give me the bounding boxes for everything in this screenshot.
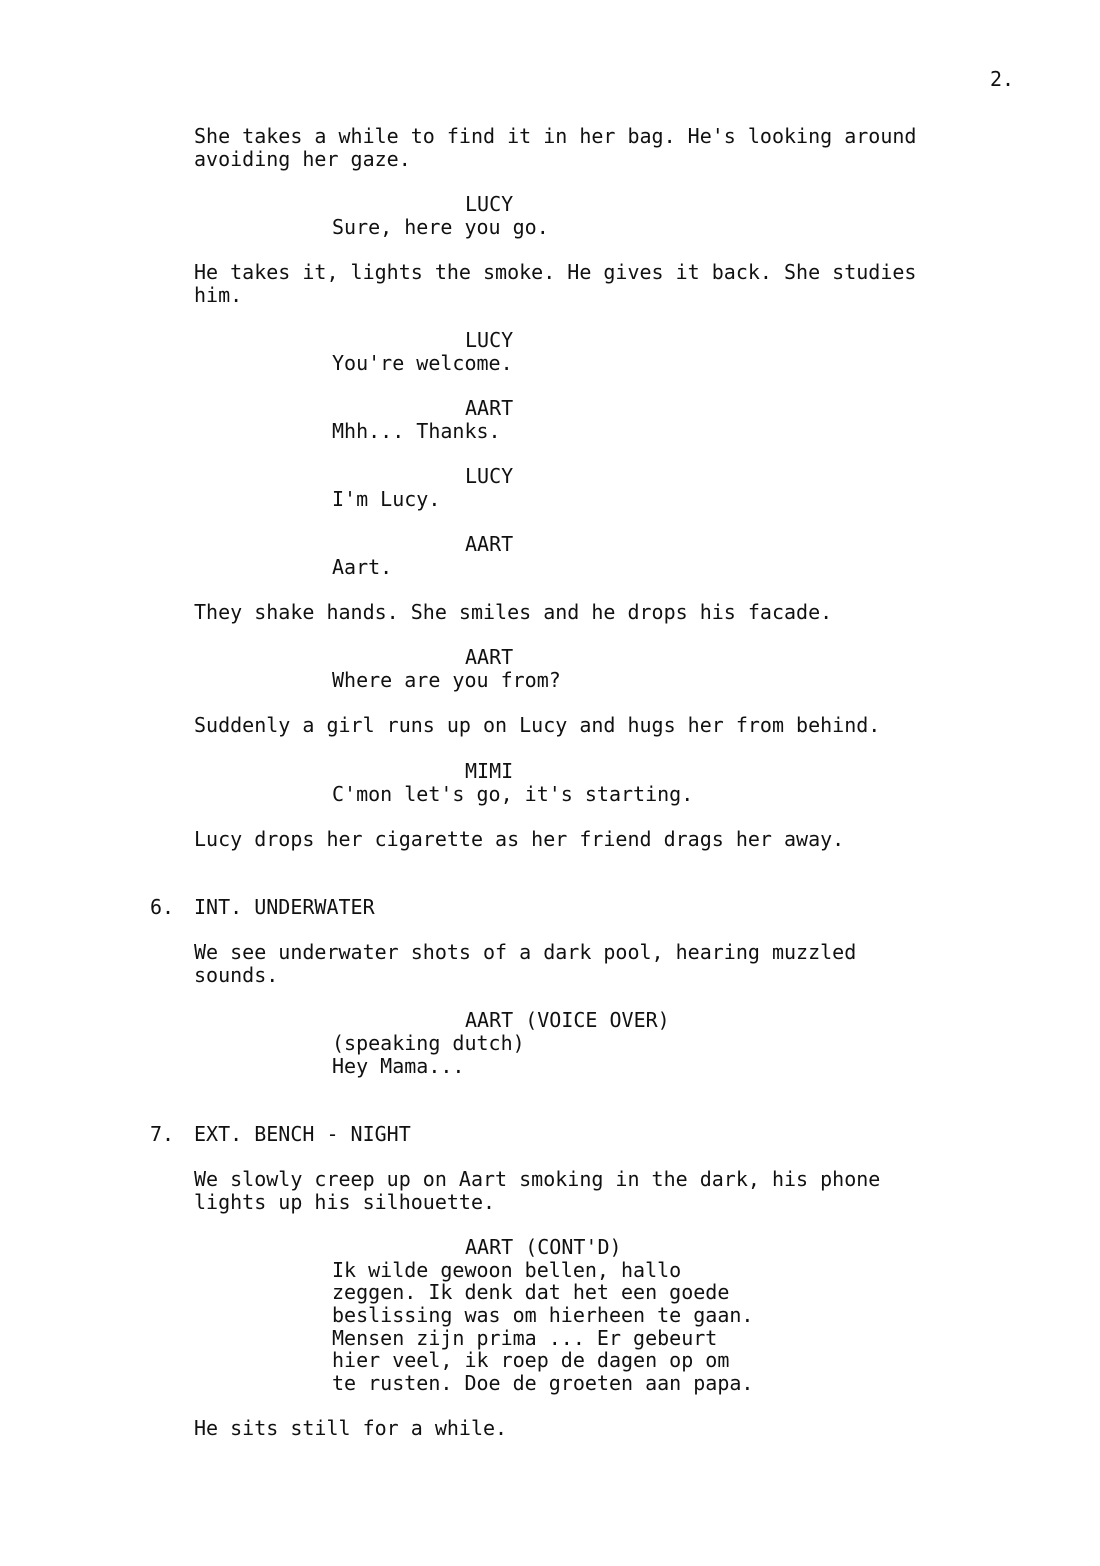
action-line: avoiding her gaze. [194,147,411,171]
character-name: AART [465,396,514,420]
dialogue-line: Mhh... Thanks. [332,419,501,443]
dialogue-line: I'm Lucy. [332,487,441,511]
action-line: lights up his silhouette. [194,1190,496,1214]
character-name: MIMI [465,759,514,783]
character-name: LUCY [465,192,514,216]
action-line: We slowly creep up on Aart smoking in the dark, his phone [194,1167,881,1191]
scene-number: 6. [150,895,175,919]
dialogue-line: beslissing was om hierheen te gaan. [332,1303,754,1327]
action-line: He takes it, lights the smoke. He gives it back. She studies [194,260,917,284]
character-name: AART (CONT'D) [465,1235,622,1259]
character-name: AART [465,532,514,556]
dialogue-line: Mensen zijn prima ... Er gebeurt [332,1326,718,1350]
action-line: He sits still for a while. [194,1416,508,1440]
dialogue-line: Ik wilde gewoon bellen, hallo [332,1258,682,1282]
dialogue-line: te rusten. Doe de groeten aan papa. [332,1371,754,1395]
character-name: LUCY [465,328,514,352]
dialogue-line: Sure, here you go. [332,215,549,239]
action-line: Suddenly a girl runs up on Lucy and hugs her from behind. [194,713,881,737]
character-name: AART [465,645,514,669]
dialogue-line: Where are you from? [332,668,561,692]
dialogue-line: C'mon let's go, it's starting. [332,782,694,806]
action-line: They shake hands. She smiles and he drops his facade. [194,600,833,624]
action-line: We see underwater shots of a dark pool, hearing muzzled [194,940,857,964]
action-line: him. [194,283,243,307]
dialogue-line: hier veel, ik roep de dagen op om [332,1348,730,1372]
character-name: AART (VOICE OVER) [465,1008,670,1032]
character-name: LUCY [465,464,514,488]
action-line: sounds. [194,963,279,987]
dialogue-line: Hey Mama... [332,1054,465,1078]
page-number: 2. [990,67,1015,91]
action-line: She takes a while to find it in her bag. He's looking around [194,124,917,148]
parenthetical: (speaking dutch) [332,1031,525,1055]
dialogue-line: zeggen. Ik denk dat het een goede [332,1280,730,1304]
scene-heading: EXT. BENCH - NIGHT [194,1122,411,1146]
dialogue-line: Aart. [332,555,393,579]
action-line: Lucy drops her cigarette as her friend drags her away. [194,827,845,851]
dialogue-line: You're welcome. [332,351,513,375]
scene-heading: INT. UNDERWATER [194,895,375,919]
scene-number: 7. [150,1122,175,1146]
